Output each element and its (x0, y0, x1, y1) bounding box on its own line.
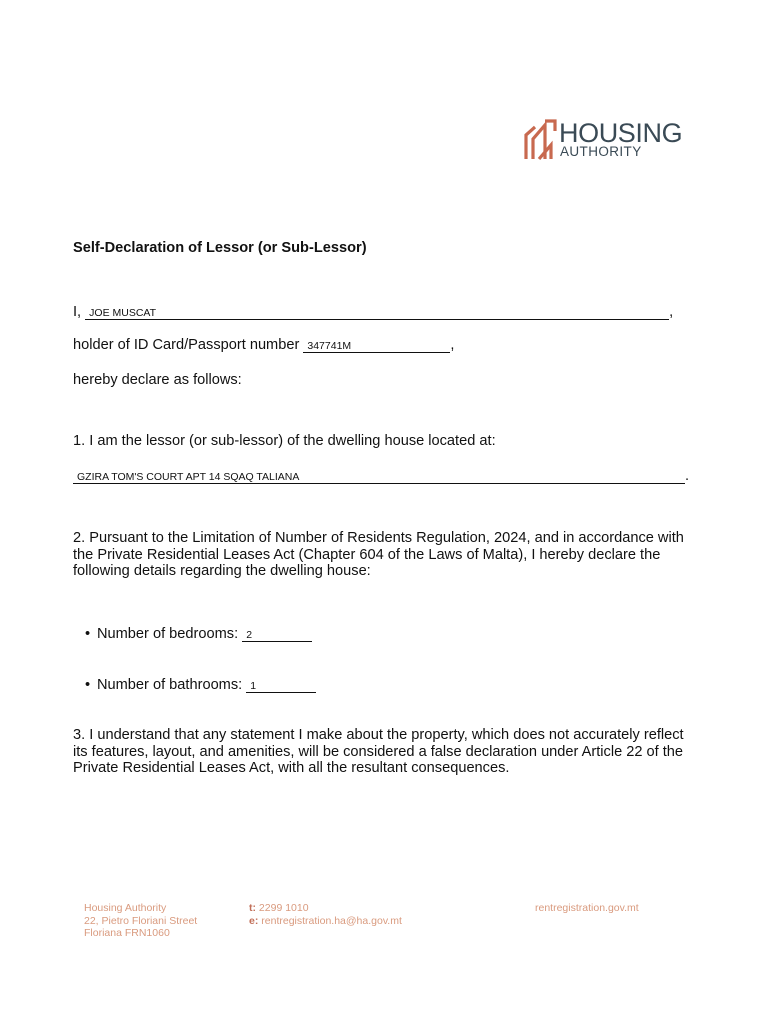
logo-text-authority: AUTHORITY (560, 144, 642, 159)
address-suffix: . (685, 468, 690, 484)
item-3-text: 3. I understand that any statement I make about the property, which does not accurately reflect its features, layout, and amenities, will be considered a false declaration under Article 22 of the Private Residential Leases Act, with all the resultant consequences. (73, 727, 684, 776)
item-2-text: 2. Pursuant to the Limitation of Number of Residents Regulation, 2024, and in accordance with the Private Residential Leases Act (Chapter 604 of the Laws of Malta), I hereby declare the following details regarding the dwelling house: (73, 530, 684, 579)
document-title: Self-Declaration of Lessor (or Sub-Lessor) (73, 240, 367, 256)
id-label: holder of ID Card/Passport number (73, 337, 300, 353)
housing-authority-logo-icon (523, 119, 557, 161)
name-suffix: , (669, 304, 674, 320)
bathrooms-label: Number of bathrooms: (97, 677, 243, 693)
name-field[interactable]: JOE MUSCAT (85, 307, 669, 320)
footer-org: Housing Authority (84, 902, 167, 914)
logo-text-housing: HOUSING (559, 118, 683, 148)
footer-contact (249, 902, 402, 927)
id-line (73, 337, 454, 353)
id-number-field[interactable]: 347741M (303, 340, 450, 353)
footer-email-link[interactable]: rentregistration.ha@ha.gov.mt (261, 914, 402, 927)
footer-tel-value: 2299 1010 (258, 902, 309, 914)
address-field[interactable]: GZIRA TOM'S COURT APT 14 SQAQ TALIANA (73, 471, 685, 484)
footer-street: 22, Pietro Floriani Street (84, 914, 198, 927)
housing-authority-logo (523, 117, 693, 163)
footer-city: Floriana FRN1060 (84, 927, 170, 939)
footer-email-label: e: (249, 914, 259, 927)
item-1-text: 1. I am the lessor (or sub-lessor) of the dwelling house located at: (73, 433, 496, 449)
bedrooms-field[interactable]: 2 (242, 629, 312, 642)
name-prefix: I, (73, 304, 82, 320)
declare-text: hereby declare as follows: (73, 372, 242, 388)
footer-address (84, 902, 197, 940)
name-line (73, 304, 673, 320)
id-suffix: , (450, 337, 455, 353)
bedrooms-label: Number of bedrooms: (97, 626, 239, 642)
address-line (73, 468, 689, 484)
footer-website-link[interactable]: rentregistration.gov.mt (535, 902, 639, 914)
bullet-dot: • (85, 626, 91, 642)
bedrooms-line (85, 626, 312, 642)
bathrooms-field[interactable]: 1 (246, 680, 316, 693)
footer-tel-label: t: (249, 902, 256, 914)
bathrooms-line (85, 677, 316, 693)
bullet-dot: • (85, 677, 91, 693)
